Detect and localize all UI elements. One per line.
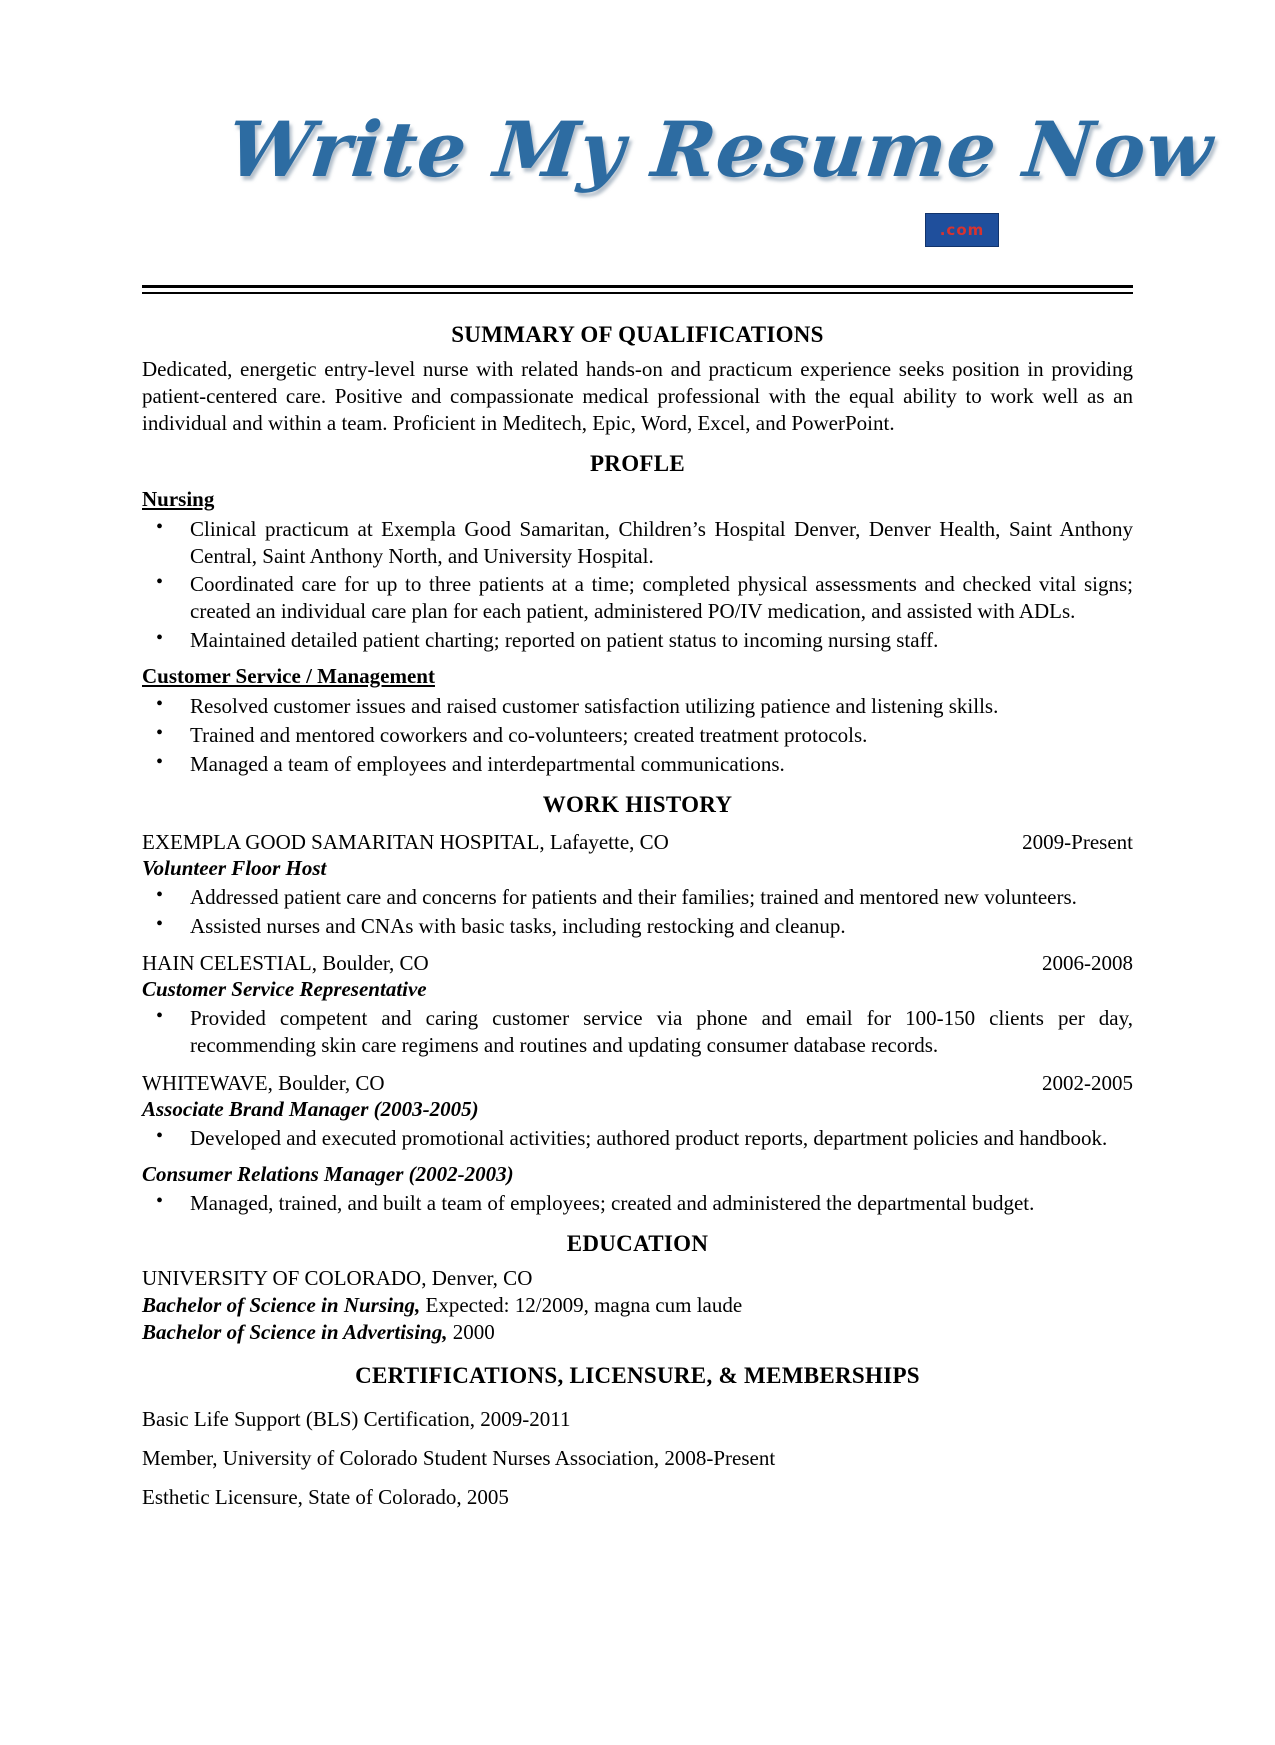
list-item: • Provided competent and caring customer service via phone and email for 100-150 clients per day, recommending skin care regimens and routines and updating consumer database records.: [142, 1005, 1133, 1059]
list-item: • Managed a team of employees and interdepartmental communications.: [142, 751, 1133, 778]
job-dates: 2002-2005: [1042, 1071, 1133, 1096]
logo-area: [0, 95, 1275, 285]
list-item: • Resolved customer issues and raised customer satisfaction utilizing patience and listening skills.: [142, 693, 1133, 720]
job-employer: WHITEWAVE, Boulder, CO: [142, 1071, 385, 1096]
certification-item: Member, University of Colorado Student Nurses Association, 2008-Present: [142, 1445, 776, 1470]
job-header: [142, 830, 1133, 855]
certification-item: Basic Life Support (BLS) Certification, 2009-2011: [142, 1406, 571, 1431]
job-bullets: [142, 1125, 1133, 1152]
education-degree-2: [142, 1319, 1133, 1346]
job-dates: 2006-2008: [1042, 951, 1133, 976]
job-entry-3: [142, 1071, 1133, 1217]
summary-paragraph: Dedicated, energetic entry-level nurse with related hands-on and practicum experience seeks position in providing patient-centered care. Positive and compassionate medical professional with the equal ability to work well as an individual and within a team. Proficient in Meditech, Epic, Word, Excel, and PowerPoint.: [142, 357, 1133, 435]
list-item: • Clinical practicum at Exempla Good Samaritan, Children’s Hospital Denver, Denver Health, Saint Anthony Central, Saint Anthony North, and University Hospital.: [142, 516, 1133, 570]
certification-item: Esthetic Licensure, State of Colorado, 2005: [142, 1484, 509, 1509]
list-item: • Managed, trained, and built a team of employees; created and administered the departmental budget.: [142, 1190, 1133, 1217]
list-item: • Maintained detailed patient charting; reported on patient status to incoming nursing staff.: [142, 627, 1133, 654]
job-title: Customer Service Representative: [142, 977, 427, 1002]
profile-subhead-customer-service: Customer Service / Management: [142, 664, 435, 688]
job-title: Associate Brand Manager (2003-2005): [142, 1097, 479, 1122]
header-divider: [142, 285, 1133, 294]
section-heading-certifications: CERTIFICATIONS, LICENSURE, & MEMBERSHIPS: [355, 1362, 920, 1388]
list-item: • Developed and executed promotional activities; authored product reports, department policies and handbook.: [142, 1125, 1133, 1152]
list-item: • Addressed patient care and concerns for patients and their families; trained and mentored new volunteers.: [142, 884, 1133, 911]
job-header: [142, 951, 1133, 976]
list-item: • Assisted nurses and CNAs with basic tasks, including restocking and cleanup.: [142, 913, 1133, 940]
job-title-secondary: Consumer Relations Manager (2002-2003): [142, 1162, 514, 1186]
education-degree-2-detail: 2000: [447, 1320, 495, 1345]
section-heading-profile: PROFLE: [589, 450, 686, 476]
section-heading-education: EDUCATION: [566, 1230, 709, 1256]
job-bullets: [142, 884, 1133, 940]
brand-domain-text: .com: [939, 221, 985, 239]
education-school: UNIVERSITY OF COLORADO, Denver, CO: [142, 1265, 533, 1290]
resume-page: [0, 95, 1275, 1745]
job-dates: 2009-Present: [1022, 829, 1133, 854]
job-header: [142, 1071, 1133, 1096]
brand-wordmark: Write My Resume Now: [223, 105, 1218, 194]
job-title: Volunteer Floor Host: [142, 855, 327, 880]
resume-content: [142, 294, 1133, 1510]
list-item: • Coordinated care for up to three patients at a time; completed physical assessments and checked vital signs; created an individual care plan for each patient, administered PO/IV medication, and assisted with ADLs.: [142, 571, 1133, 625]
education-degree-1-name: Bachelor of Science in Nursing,: [142, 1293, 421, 1318]
section-heading-summary: SUMMARY OF QUALIFICATIONS: [451, 322, 824, 347]
profile-bullets-customer-service: [142, 693, 1133, 778]
education-degree-1: [142, 1292, 1133, 1319]
job-entry-1: [142, 830, 1133, 940]
job-bullets: [142, 1005, 1133, 1059]
profile-subhead-nursing: Nursing: [142, 486, 215, 511]
job-employer: EXEMPLA GOOD SAMARITAN HOSPITAL, Lafayette, CO: [142, 829, 669, 854]
job-employer: HAIN CELESTIAL, Boulder, CO: [142, 951, 429, 976]
job-bullets-secondary: [142, 1190, 1133, 1217]
job-entry-2: [142, 951, 1133, 1059]
section-heading-work-history: WORK HISTORY: [542, 791, 733, 817]
education-degree-1-detail: Expected: 12/2009, magna cum laude: [420, 1293, 743, 1318]
list-item: • Trained and mentored coworkers and co-volunteers; created treatment protocols.: [142, 722, 1133, 749]
profile-bullets-nursing: [142, 516, 1133, 654]
education-degree-2-name: Bachelor of Science in Advertising,: [142, 1320, 448, 1345]
brand-domain-badge: [925, 213, 999, 247]
